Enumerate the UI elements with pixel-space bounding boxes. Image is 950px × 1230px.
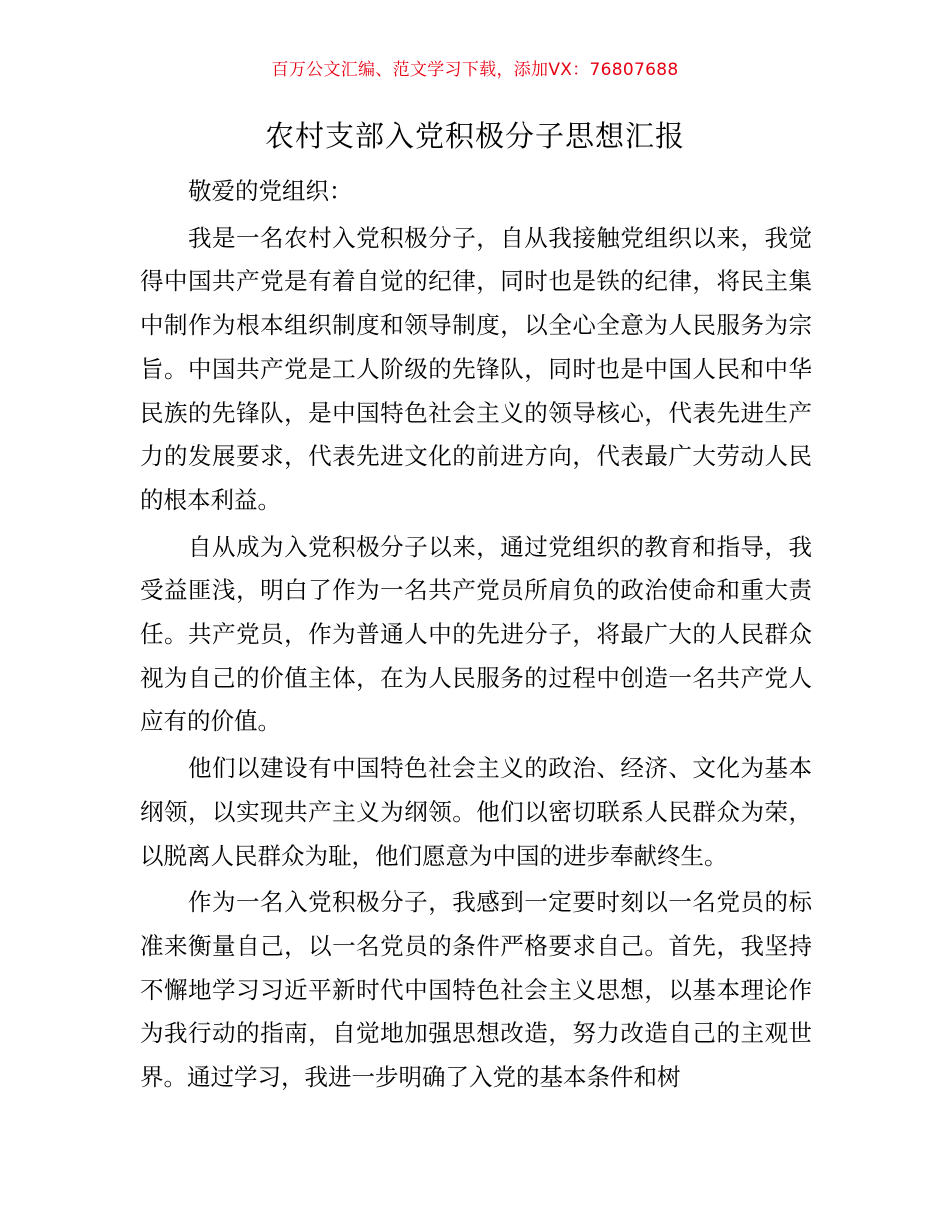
- page-title: 农村支部入党积极分子思想汇报: [264, 119, 685, 153]
- paragraph: 作为一名入党积极分子，我感到一定要时刻以一名党员的标准来衡量自己，以一名党员的条件严格要求自己。首先，我坚持不懈地学习习近平新时代中国特色社会主义思想，以基本理论作为我行动的指南，自觉地加强思想改造，努力改造自己的主观世界。通过学习，我进一步明确了入党的基本条件和树: [140, 888, 812, 1092]
- header-note: 百万公文汇编、范文学习下载，添加VX：76807688: [271, 60, 679, 80]
- salutation: 敬爱的党组织：: [188, 177, 353, 205]
- paragraph: 我是一名农村入党积极分子，自从我接触党组织以来，我觉得中国共产党是有着自觉的纪律，同时也是铁的纪律，将民主集中制作为根本组织制度和领导制度，以全心全意为人民服务为宗旨。中国共产党是工人阶级的先锋队，同时也是中国人民和中华民族的先锋队，是中国特色社会主义的领导核心，代表先进生产力的发展要求，代表先进文化的前进方向，代表最广大劳动人民的根本利益。: [140, 223, 812, 514]
- paragraph: 他们以建设有中国特色社会主义的政治、经济、文化为基本纲领，以实现共产主义为纲领。他们以密切联系人民群众为荣，以脱离人民群众为耻，他们愿意为中国的进步奉献终生。: [140, 754, 812, 870]
- document-body: [140, 170, 812, 1103]
- paragraph: 自从成为入党积极分子以来，通过党组织的教育和指导，我受益匪浅，明白了作为一名共产党员所肩负的政治使命和重大责任。共产党员，作为普通人中的先进分子，将最广大的人民群众视为自己的价值主体，在为人民服务的过程中创造一名共产党人应有的价值。: [140, 532, 812, 736]
